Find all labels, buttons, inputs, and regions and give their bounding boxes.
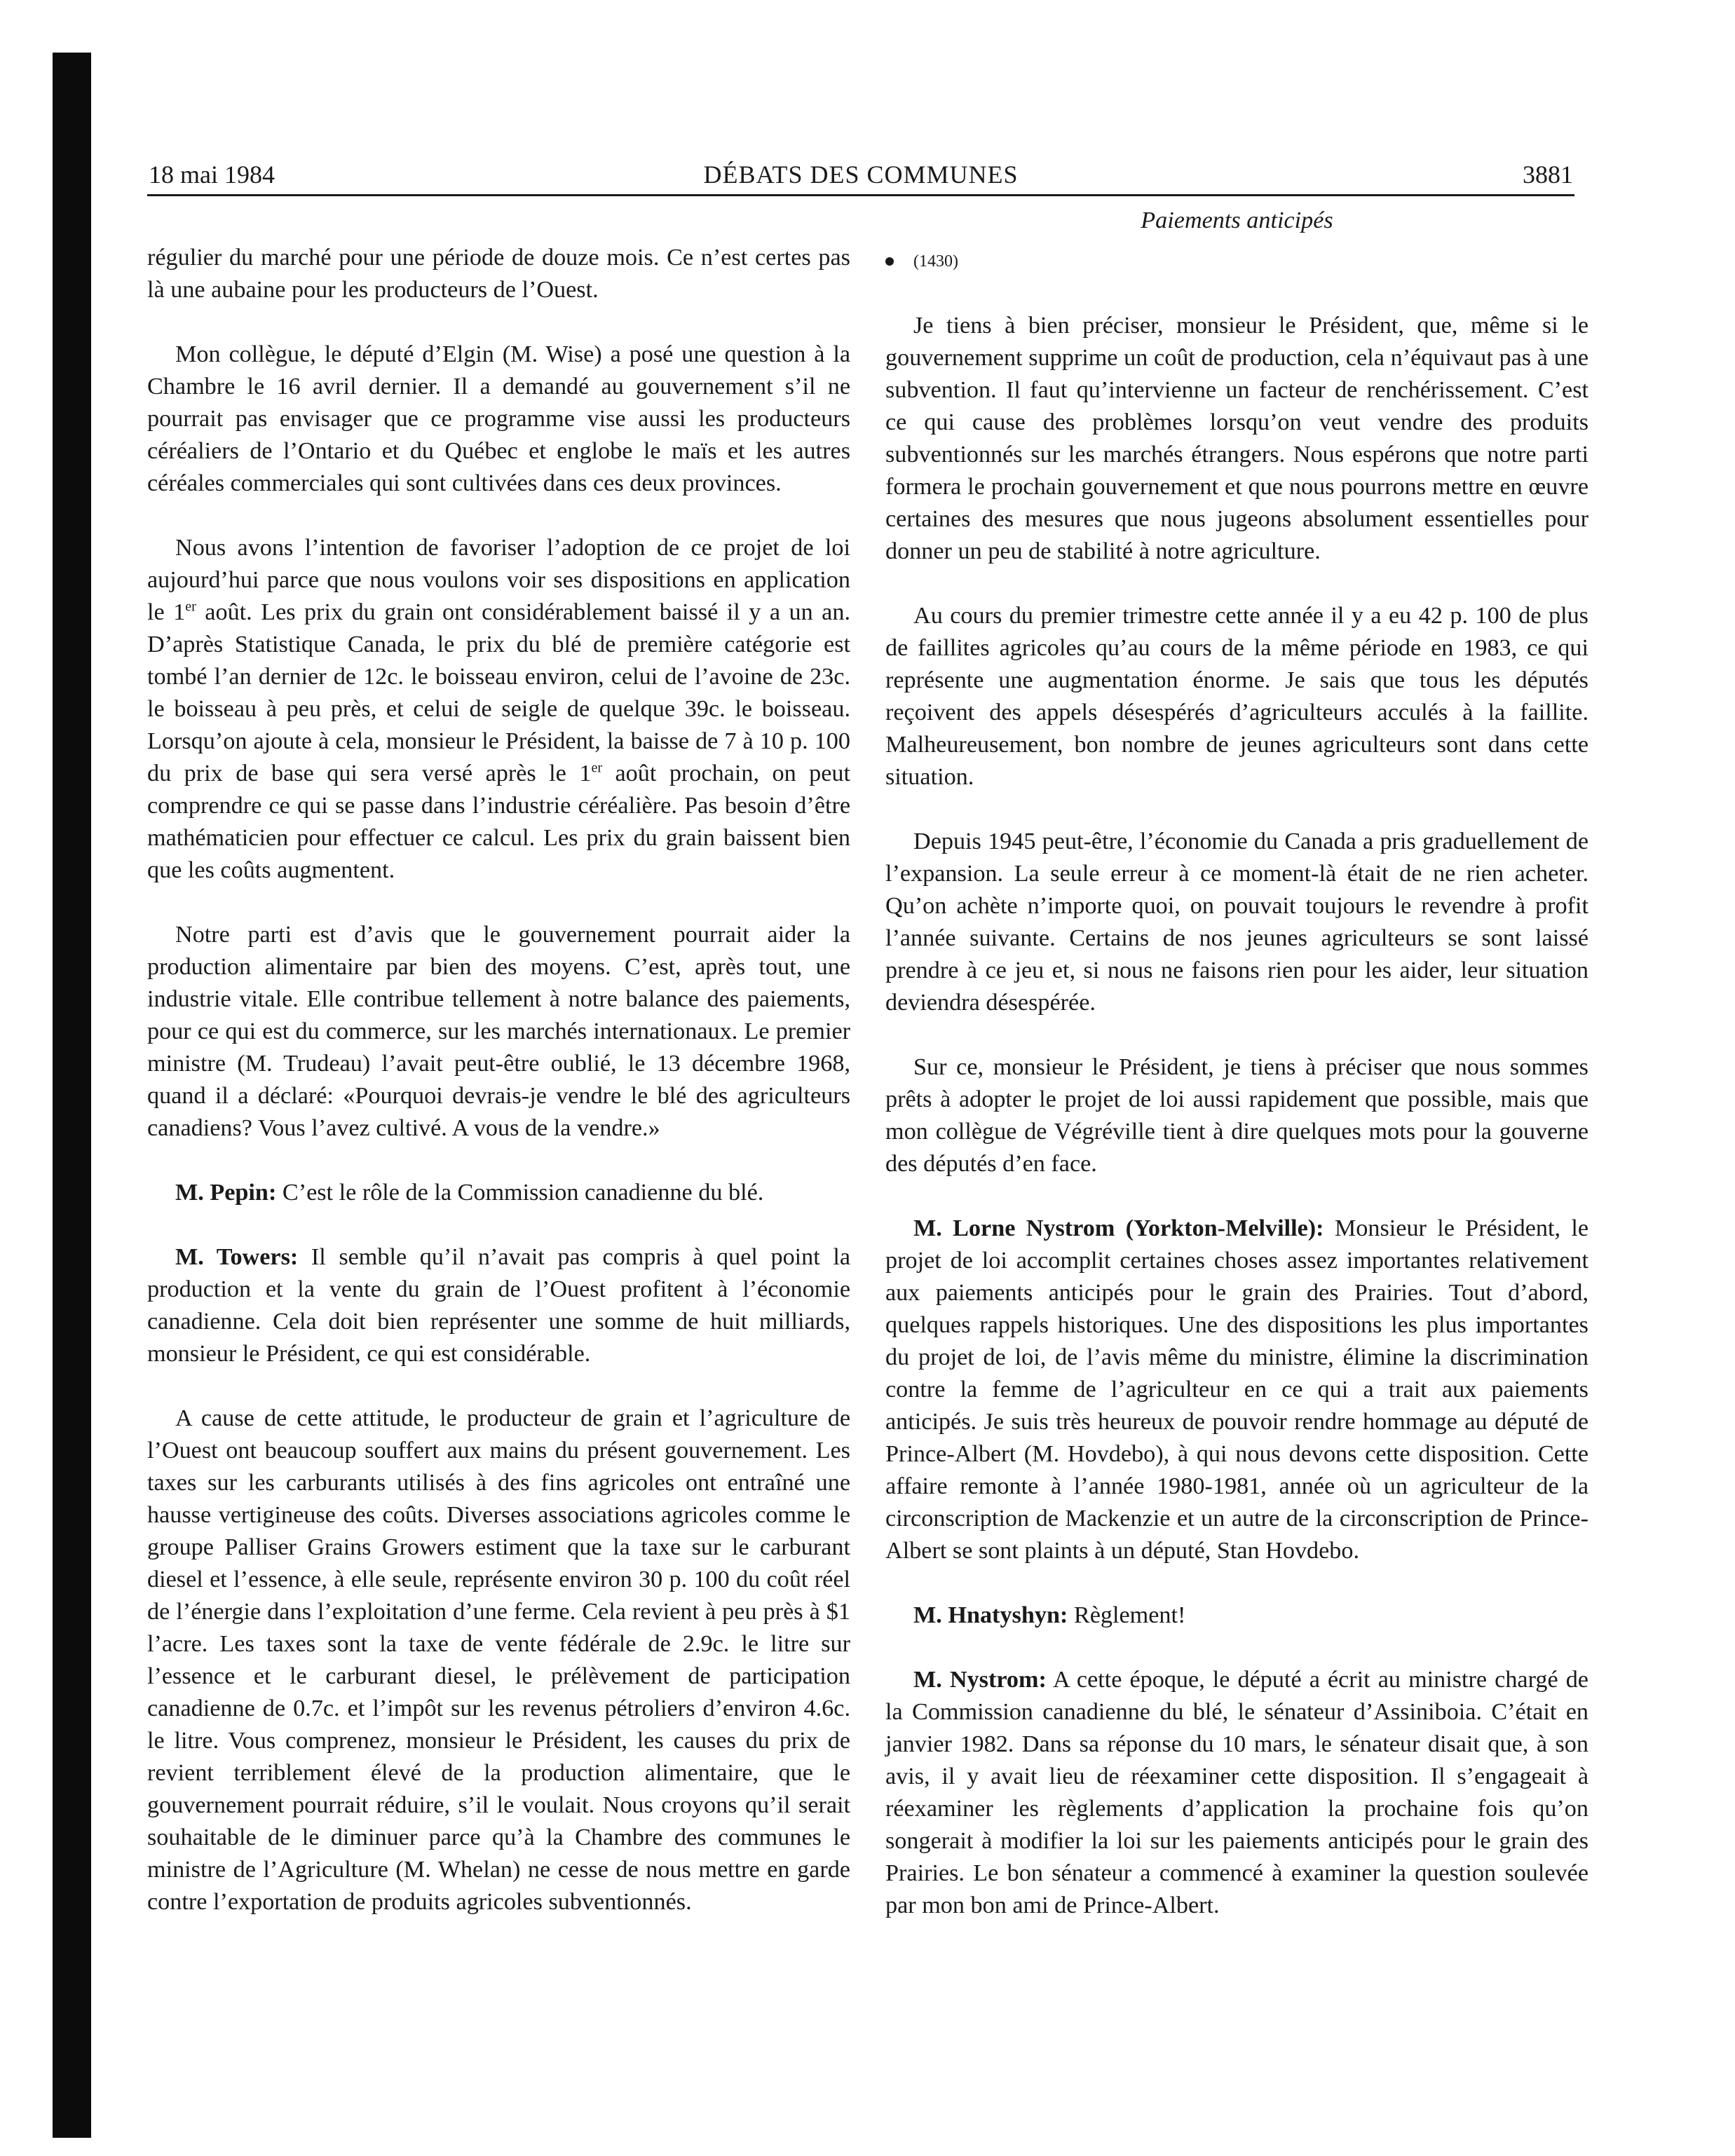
speech-towers: [147, 1241, 850, 1370]
time-marker: [885, 245, 1588, 278]
header-title: DÉBATS DES COMMUNES: [703, 161, 1019, 189]
paragraph: Depuis 1945 peut-être, l’économie du Canada a pris graduellement de l’expansion. La seule erreur à ce moment-là était de ne rien acheter. Qu’on achète n’importe quoi, on pouvait toujours le revendre à profit l’année suivante. Certains de nos jeunes agriculteurs se sont laissé prendre à ce jeu et, si nous ne faisons rien pour les aider, leur situation deviendra désespérée.: [885, 828, 1588, 1016]
speech-text: C’est le rôle de la Commission canadienne du blé.: [282, 1180, 764, 1206]
paragraph: Sur ce, monsieur le Président, je tiens à préciser que nous sommes prêts à adopter le projet de loi aussi rapidement que possible, mais que mon collègue de Végréville tient à dire quelques mots pour la gouverne des députés d’en face.: [885, 1054, 1588, 1177]
speech-hnatyshyn: [885, 1599, 1588, 1632]
speech-pepin: [147, 1177, 850, 1209]
paragraph: régulier du marché pour une période de douze mois. Ce n’est certes pas là une aubaine pour les producteurs de l’Ouest.: [147, 245, 850, 303]
paragraph: Au cours du premier trimestre cette année il y a eu 42 p. 100 de plus de faillites agricoles qu’au cours de la même période en 1983, ce qui représente une augmentation énorme. Je sais que tous les députés reçoivent des appels désespérés d’agriculteurs acculés à la faillite. Malheureusement, bon nombre de jeunes agriculteurs sont dans cette situation.: [885, 603, 1588, 790]
header-date: 18 mai 1984: [149, 161, 275, 189]
time-marker-text: (1430): [913, 252, 958, 271]
speech-nystrom: [885, 1664, 1588, 1922]
right-column: [885, 205, 1588, 1954]
speech-nystrom-intro: [885, 1213, 1588, 1567]
left-column: [147, 242, 850, 1951]
speaker-name: M. Pepin:: [175, 1180, 277, 1206]
paragraph: Je tiens à bien préciser, monsieur le Président, que, même si le gouvernement supprime un coût de production, cela n’équivaut pas à une subvention. Il faut qu’intervienne un facteur de renchérissement. C’est ce qui cause des problèmes lorsqu’on veut vendre des produits subventionnés sur les marchés étrangers. Nous espérons que notre parti formera le prochain gouvernement et que nous pourrons mettre en œuvre certaines des mesures que nous jugeons absolument essentielles pour donner un peu de stabilité à notre agriculture.: [885, 313, 1588, 564]
speech-text: Monsieur le Président, le projet de loi accomplit certaines choses assez importantes relativement aux paiements anticipés pour le grain des Prairies. Tout d’abord, quelques rappels historiques. Une des dispositions les plus importantes du projet de loi, de l’avis même du ministre, élimine la discrimination contre la femme de l’agriculteur en ce qui a trait aux paiements anticipés. Je suis très heureux de pouvoir rendre hommage au député de Prince-Albert (M. Hovdebo), à qui nous devons cette disposition. Cette affaire remonte à l’année 1980-1981, année où un agriculteur de la circonscription de Mackenzie et un autre de la circonscription de Prince-Albert se sont plaints à un député, Stan Hovdebo.: [885, 1215, 1589, 1564]
hansard-page: [147, 158, 1589, 1918]
speech-text: Il semble qu’il n’avait pas compris à quel point la production et la vente du grain de l’Ouest profitent à l’économie canadienne. Cela doit bien représenter une somme de huit milliards, monsieur le Président, ce qui est considérable.: [147, 1244, 851, 1367]
speech-text: A cette époque, le député a écrit au ministre chargé de la Commission canadienne du blé, le sénateur d’Assiniboia. C’était en janvier 1982. Dans sa réponse du 10 mars, le sénateur disait que, à son avis, il y avait lieu de réexaminer cette disposition. Il s’engageait à réexaminer les règlements d’application la prochaine fois qu’on songerait à modifier la loi sur les paiements anticipés pour le grain des Prairies. Le bon sénateur a commencé à examiner la question soulevée par mon bon ami de Prince-Albert.: [885, 1667, 1588, 1918]
speech-text: Règlement!: [1073, 1602, 1186, 1628]
speaker-name: M. Hnatyshyn:: [913, 1602, 1068, 1628]
paragraph: Notre parti est d’avis que le gouvernement pourrait aider la production alimentaire par bien des moyens. C’est, après tout, une industrie vitale. Elle contribue tellement à notre balance des paiements, pour ce qui est du commerce, sur les marchés internationaux. Le premier ministre (M. Trudeau) l’avait peut-être oublié, le 13 décembre 1968, quand il a déclaré: «Pourquoi devrais-je vendre le blé des agriculteurs canadiens? Vous l’avez cultivé. A vous de la vendre.»: [147, 922, 850, 1141]
section-rubric: Paiements anticipés: [1141, 207, 1333, 233]
scan-binding-edge: [53, 53, 91, 2138]
bullet-icon: [885, 257, 894, 266]
speaker-name: M. Towers:: [175, 1244, 299, 1270]
running-head: [147, 158, 1574, 196]
paragraph: A cause de cette attitude, le producteur de grain et l’agriculture de l’Ouest ont beaucoup souffert aux mains du présent gouvernement. Les taxes sur les carburants utilisés à des fins agricoles ont entraîné une hausse vertigineuse des coûts. Diverses associations agricoles comme le groupe Palliser Grains Growers estiment que la taxe sur le carburant diesel et l’essence, à elle seule, représente environ 30 p. 100 du coût réel de l’énergie dans l’exploitation d’une ferme. Cela revient à peu près à $1 l’acre. Les taxes sont la taxe de vente fédérale de 2.9c. le litre sur l’essence et le carburant diesel, le prélèvement de participation canadienne de 0.7c. et l’impôt sur les revenus pétroliers d’environ 4.6c. le litre. Vous comprenez, monsieur le Président, les causes du prix de revient terriblement élevé de la production alimentaire, que le gouvernement pourrait réduire, s’il le voulait. Nous croyons qu’il serait souhaitable de le diminuer parce qu’à la Chambre des communes le ministre de l’Agriculture (M. Whelan) ne cesse de nous mettre en garde contre l’exportation de produits agricoles subventionnés.: [147, 1405, 850, 1915]
paragraph: Mon collègue, le député d’Elgin (M. Wise) a posé une question à la Chambre le 16 avril dernier. Il a demandé au gouvernement s’il ne pourrait pas envisager que ce programme vise aussi les producteurs céréaliers de l’Ontario et du Québec et englobe le maïs et les autres céréales commerciales qui sont cultivées dans ces deux provinces.: [147, 341, 850, 496]
paragraph: [147, 532, 850, 887]
paragraph-text: Nous avons l’intention de favoriser l’adoption de ce projet de loi aujourd’hui parce que nous voulons voir ses dispositions en application le 1er août. Les prix du grain ont considérablement baissé il y a un an. D’après Statistique Canada, le prix du blé de première catégorie est tombé l’an dernier de 12c. le boisseau environ, celui de l’avoine de 23c. le boisseau à peu près, et celui de seigle de quelque 39c. le boisseau. Lorsqu’on ajoute à cela, monsieur le Président, la baisse de 7 à 10 p. 100 du prix de base qui sera versé après le 1er août prochain, on peut comprendre ce qui se passe dans l’industrie céréalière. Pas besoin d’être mathématicien pour effectuer ce calcul. Les prix du grain baissent bien que les coûts augmentent.: [147, 535, 851, 883]
header-page-number: 3881: [1523, 161, 1573, 189]
speaker-name: M. Lorne Nystrom (Yorkton-Melville):: [913, 1215, 1324, 1241]
speaker-name: M. Nystrom:: [913, 1667, 1047, 1693]
